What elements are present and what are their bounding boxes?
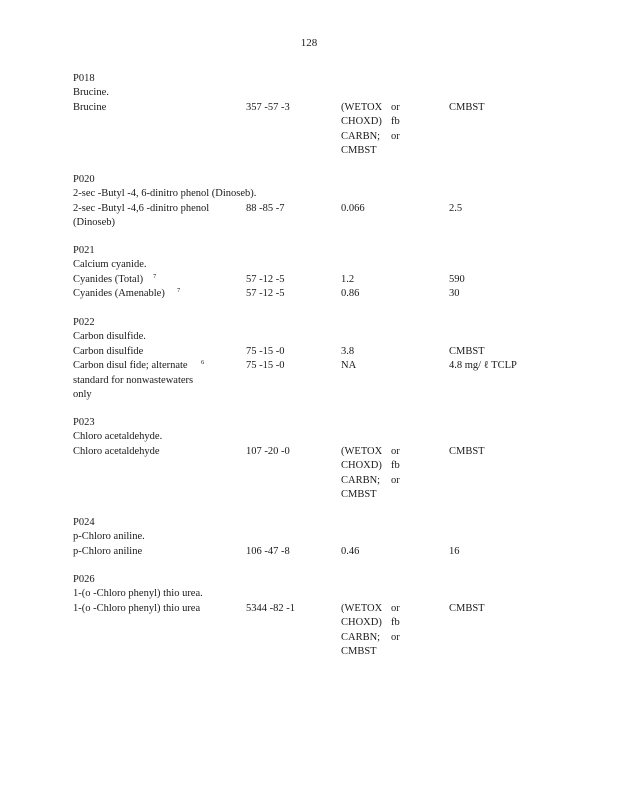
waste-code: P026 <box>73 574 95 585</box>
waste-entry-p022 <box>73 316 593 402</box>
waste-entry-p026 <box>73 573 593 659</box>
wastewater-connector: or <box>391 602 400 614</box>
nonwastewater-standard: CMBST <box>449 345 485 357</box>
wastewater-standard: CHOXD) <box>341 460 382 472</box>
waste-name: p-Chloro aniline. <box>73 531 145 543</box>
wastewater-standard: 0.86 <box>341 288 360 300</box>
nonwastewater-standard: 4.8 mg/ ℓ TCLP <box>449 360 517 372</box>
constituent-name-continued: only <box>73 388 92 400</box>
nonwastewater-standard: 30 <box>449 288 460 300</box>
wastewater-connector: fb <box>391 460 400 472</box>
cas-number: 57 -12 -5 <box>246 273 285 285</box>
wastewater-standard: (WETOX <box>341 445 383 457</box>
waste-code: P021 <box>73 245 95 256</box>
waste-entry-p023 <box>73 416 593 502</box>
footnote-marker: 7 <box>153 272 157 280</box>
waste-entry-p024 <box>73 516 593 559</box>
wastewater-connector: or <box>391 445 400 457</box>
nonwastewater-standard: CMBST <box>449 602 485 614</box>
constituent-name: Cyanides (Total) <box>73 273 144 285</box>
constituent-name-continued: (Dinoseb) <box>73 217 115 229</box>
cas-number: 357 -57 -3 <box>246 101 290 113</box>
cas-number: 75 -15 -0 <box>246 360 285 372</box>
cas-number: 75 -15 -0 <box>246 345 285 357</box>
waste-name: 2-sec -Butyl -4, 6-dinitro phenol (Dinoseb). <box>73 188 257 200</box>
nonwastewater-standard: 590 <box>449 273 465 285</box>
wastewater-standard: CARBN; <box>341 130 381 142</box>
constituent-name: Cyanides (Amenable) <box>73 288 165 300</box>
wastewater-standard: 0.46 <box>341 545 360 557</box>
cas-number: 88 -85 -7 <box>246 202 285 214</box>
waste-entry-p021 <box>73 244 593 302</box>
wastewater-standard: CARBN; <box>341 474 381 486</box>
wastewater-connector: fb <box>391 617 400 629</box>
page-number: 128 <box>300 37 318 49</box>
constituent-name: Carbon disulfide <box>73 345 144 357</box>
waste-code: P024 <box>73 517 95 528</box>
constituent-name: 2-sec -Butyl -4,6 -dinitro phenol <box>73 202 210 214</box>
constituent-name: p-Chloro aniline <box>73 545 143 557</box>
waste-name: Chloro acetaldehyde. <box>73 431 163 443</box>
wastewater-standard: 1.2 <box>341 273 355 285</box>
constituent-name: Chloro acetaldehyde <box>73 445 160 457</box>
constituent-name: Carbon disul fide; alternate <box>73 360 188 372</box>
wastewater-standard: CARBN; <box>341 631 381 643</box>
waste-code: P020 <box>73 174 95 185</box>
constituent-name: Brucine <box>73 101 107 113</box>
wastewater-standard: NA <box>341 360 357 372</box>
wastewater-standard: (WETOX <box>341 602 383 614</box>
wastewater-connector: fb <box>391 116 400 128</box>
nonwastewater-standard: CMBST <box>449 101 485 113</box>
waste-entry-p018 <box>73 72 593 158</box>
cas-number: 57 -12 -5 <box>246 288 285 300</box>
waste-code: P023 <box>73 417 95 428</box>
wastewater-standard: 3.8 <box>341 345 355 357</box>
wastewater-standard: 0.066 <box>341 202 365 214</box>
waste-name: 1-(o -Chloro phenyl) thio urea. <box>73 588 203 600</box>
wastewater-standard: CHOXD) <box>341 116 382 128</box>
cas-number: 107 -20 -0 <box>246 445 290 457</box>
wastewater-standard: CMBST <box>341 488 377 500</box>
nonwastewater-standard: CMBST <box>449 445 485 457</box>
footnote-marker: 6 <box>201 359 205 367</box>
waste-code: P022 <box>73 317 95 328</box>
nonwastewater-standard: 16 <box>449 545 460 557</box>
cas-number: 5344 -82 -1 <box>246 602 295 614</box>
waste-name: Calcium cyanide. <box>73 259 147 271</box>
wastewater-standard: (WETOX <box>341 101 383 113</box>
wastewater-connector: or <box>391 474 400 486</box>
wastewater-connector: or <box>391 101 400 113</box>
waste-code: P018 <box>73 73 95 84</box>
waste-name: Brucine. <box>73 87 109 99</box>
waste-entry-p020 <box>73 173 593 231</box>
wastewater-standard: CMBST <box>341 645 377 657</box>
cas-number: 106 -47 -8 <box>246 545 290 557</box>
wastewater-standard: CHOXD) <box>341 617 382 629</box>
wastewater-standard: CMBST <box>341 144 377 156</box>
constituent-name: 1-(o -Chloro phenyl) thio urea <box>73 602 201 614</box>
footnote-marker: 7 <box>177 287 181 295</box>
waste-name: Carbon disulfide. <box>73 331 146 343</box>
wastewater-connector: or <box>391 631 400 643</box>
wastewater-connector: or <box>391 130 400 142</box>
nonwastewater-standard: 2.5 <box>449 202 463 214</box>
constituent-name-continued: standard for nonwastewaters <box>73 374 194 386</box>
